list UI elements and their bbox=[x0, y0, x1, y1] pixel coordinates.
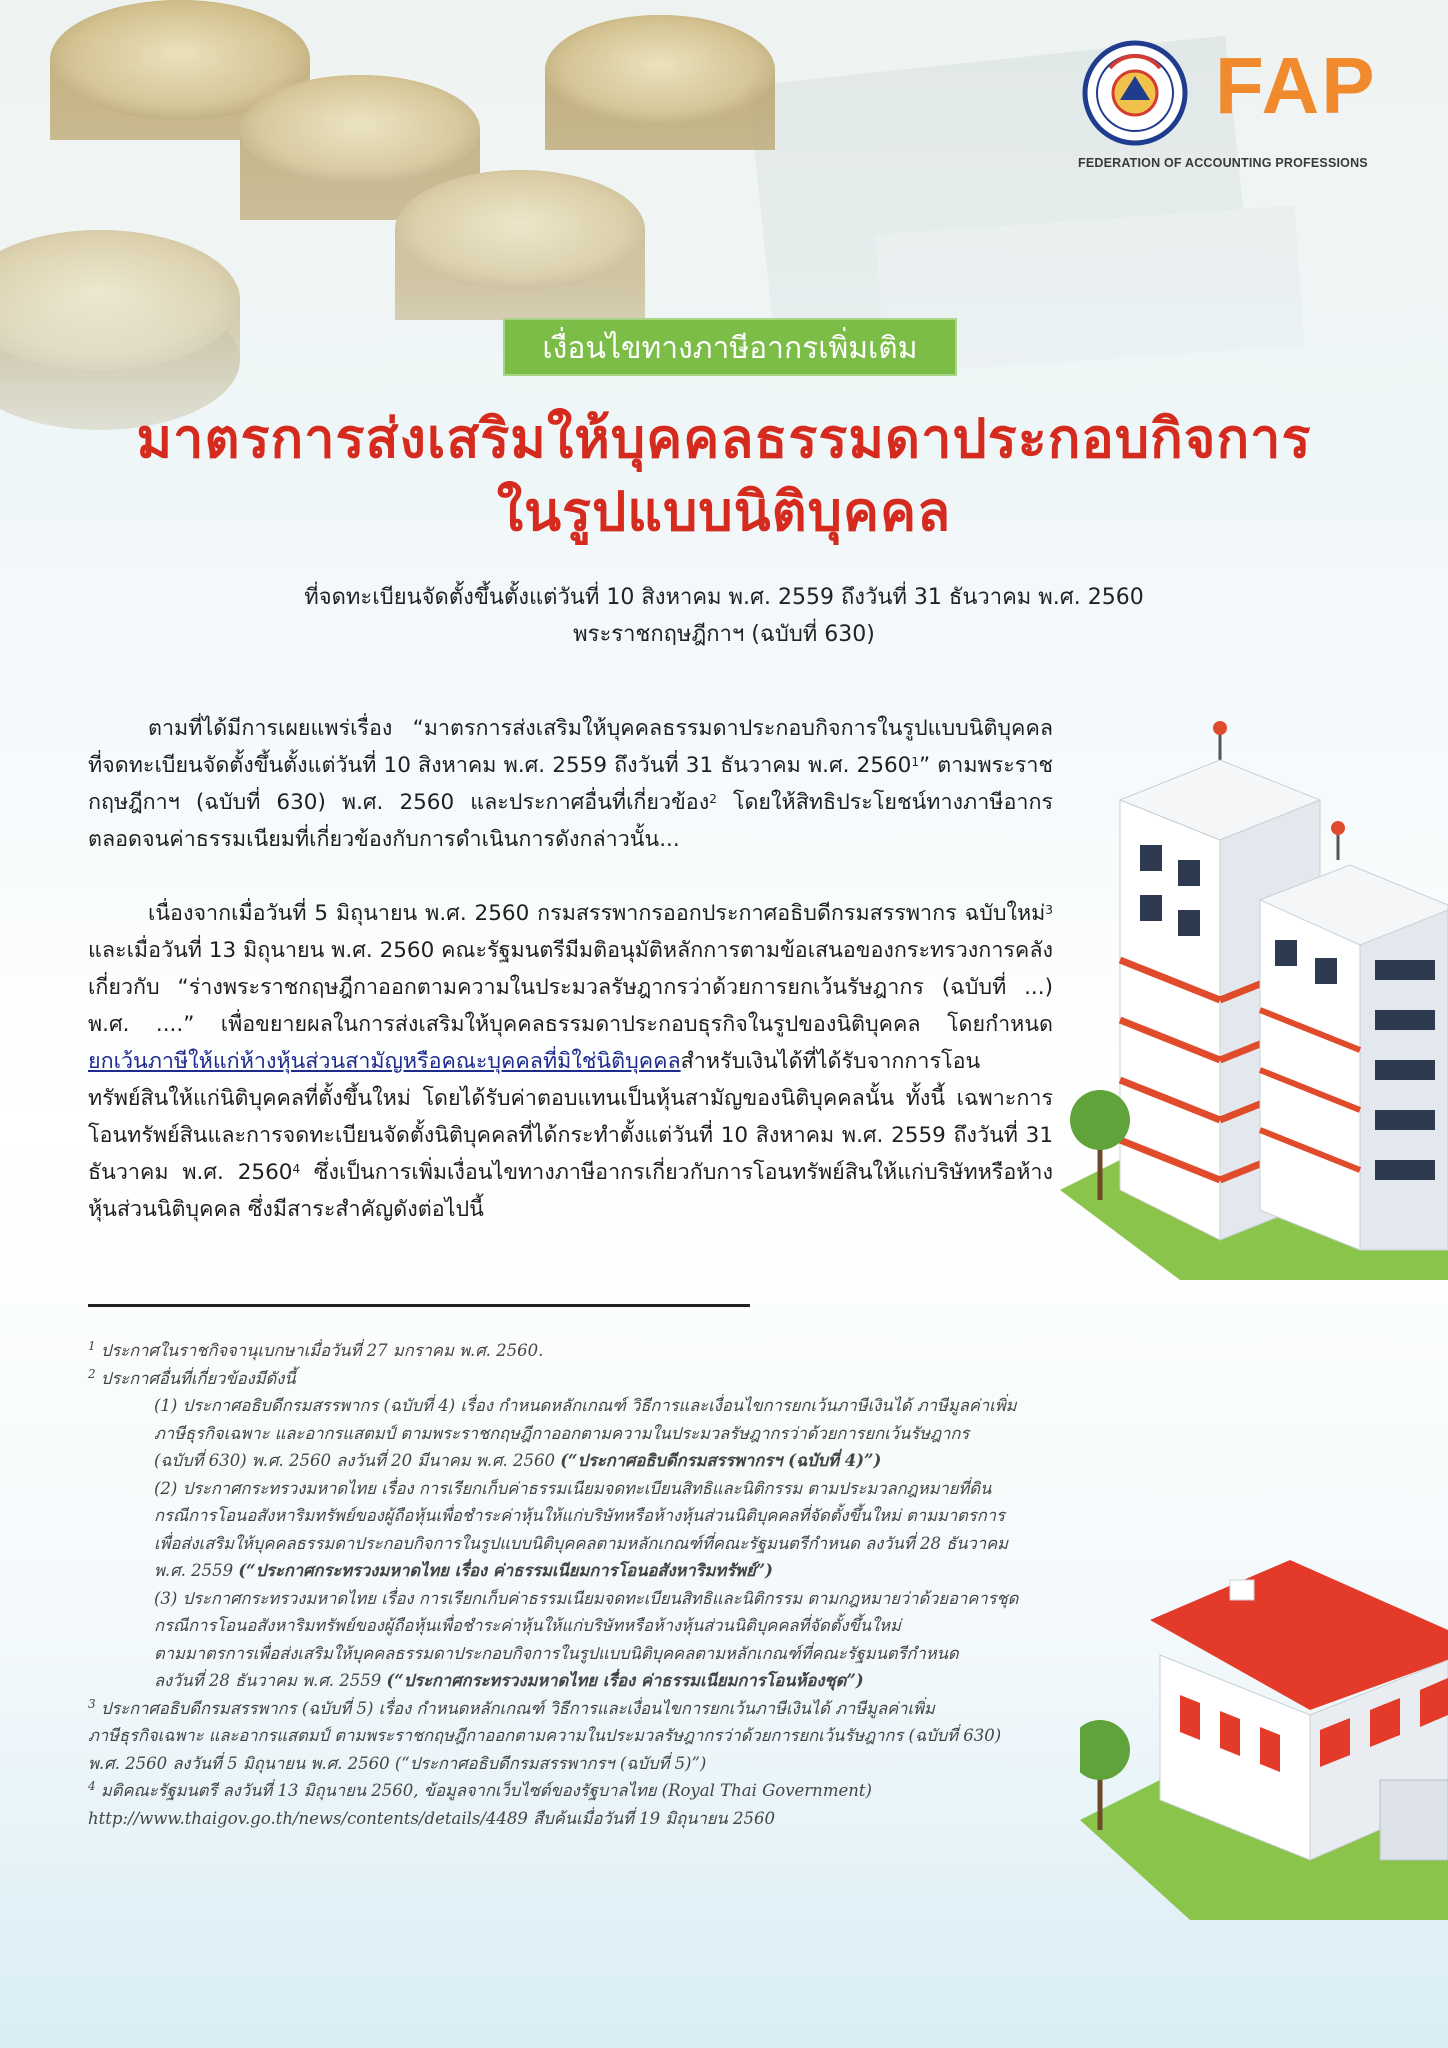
page-title-line2: ในรูปแบบนิติบุคคล bbox=[496, 480, 952, 543]
brand-name: FAP bbox=[1215, 41, 1377, 130]
fap-logo bbox=[1075, 38, 1405, 178]
footnote-3: $^3$ ประกาศอธิบดีกรมสรรพากร (ฉบับที่ 5) เรื่อง กำหนดหลักเกณฑ์ วิธีการและเงื่อนไขการยกเว้นภาษีเงินได้ ภาษีมูลค่าเพิ่ม bbox=[88, 1696, 935, 1718]
footnote-divider bbox=[88, 1304, 750, 1307]
federation-seal-icon bbox=[1075, 38, 1195, 148]
footnotes: $^1$ ประกาศในราชกิจจานุเบกษาเมื่อวันที่ 27 มกราคม พ.ศ. 2560. $^2$ ประกาศอื่นที่เกี่ยวข้องมีดังนี้ (1) ประกาศอธิบดีกรมสรรพากร (ฉบับที่ 4) เรื่อง กำหนดหลักเกณฑ์ วิธีการและเงื่อนไขการยกเว้นภาษีเงินได้ ภาษีมูลค่าเพิ่ม ภาษีธุรกิจเฉพาะ และอากรแสตมป์ ตามพระราชกฤษฎีกาออกตามความในประมวลรัษฎากรว่าด้วยการยกเว้นรัษฎากร (ฉบับที่ 630) พ.ศ. 2560 ลงวันที่ 20 มีนาคม พ.ศ. 2560 (“ประกาศอธิบดีกรมสรรพากรฯ (ฉบับที่ 4)”) (2) ประกาศกระทรวงมหาดไทย เรื่อง การเรียกเก็บค่าธรรมเนียมจดทะเบียนสิทธิและนิติกรรม ตามประมวลกฎหมายที่ดิน กรณีการโอนอสังหาริมทรัพย์ของผู้ถือหุ้นเพื่อชำระค่าหุ้นให้แก่บริษัทหรือห้างหุ้นส่วนนิติบุคคลที่จัดตั้งขึ้นใหม่ ตามมาตรการ เพื่อส่งเสริมให้บุคคลธรรมดาประกอบกิจการในรูปแบบนิติบุคคลตามหลักเกณฑ์ที่คณะรัฐมนตรีกำหนด ลงวันที่ 28 ธันวาคม พ.ศ. 2559 (“ประกาศกระทรวงมหาดไทย เรื่อง ค่าธรรมเนียมการโอนอสังหาริมทรัพย์”) (3) ประกาศกระทรวงมหาดไทย เรื่อง การเรียกเก็บค่าธรรมเนียมจดทะเบียนสิทธิและนิติกรรม ตามกฎหมายว่าด้วยอาคารชุด กรณีการโอนอสังหาริมทรัพย์ของผู้ถือหุ้นเพื่อชำระค่าหุ้นให้แก่บริษัทหรือห้างหุ้นส่วนนิติบุคคลที่จัดตั้งขึ้นใหม่ ตามมาตรการเพื่อส่งเสริมให้บุคคลธรรมดาประกอบกิจการในรูปแบบนิติบุคคลตามหลักเกณฑ์ที่คณะรัฐมนตรีกำหนด ลงวันที่ 28 ธันวาคม พ.ศ. 2559 (“ประกาศกระทรวงมหาดไทย เรื่อง ค่าธรรมเนียมการโอนห้องชุด”) $^3$ ประกาศอธิบดีกรมสรรพากร (ฉบับที่ 5) เรื่อง กำหนดหลักเกณฑ์ วิธีการและเงื่อนไขการยกเว้นภาษีเงินได้ ภาษีมูลค่าเพิ่ม ภาษีธุรกิจเฉพาะ และอากรแสตมป์ ตามพระราชกฤษฎีกาออกตามความในประมวลรัษฎากรว่าด้วยการยกเว้นรัษฎากร (ฉบับที่ 630) พ.ศ. 2560 ลงวันที่ 5 มิถุนายน พ.ศ. 2560 (“ประกาศอธิบดีกรมสรรพากรฯ (ฉบับที่ 5)”) $^4$ มติคณะรัฐมนตรี ลงวันที่ 13 มิถุนายน 2560, ข้อมูลจากเว็บไซต์ของรัฐบาลไทย (Royal Thai Government) http://www.thaigov.go.th/news/contents/details/4489 สืบค้นเมื่อวันที่ 19 มิถุนายน 2560 bbox=[88, 1337, 1088, 1832]
footnote-2-items: (1) ประกาศอธิบดีกรมสรรพากร (ฉบับที่ 4) เรื่อง กำหนดหลักเกณฑ์ วิธีการและเงื่อนไขการยกเว้นภาษีเงินได้ ภาษีมูลค่าเพิ่ม ภาษีธุรกิจเฉพาะ และอากรแสตมป์ ตามพระราชกฤษฎีกาออกตามความในประมวลรัษฎากรว่าด้วยการยกเว้นรัษฎากร (ฉบับที่ 630) พ.ศ. 2560 ลงวันที่ 20 มีนาคม พ.ศ. 2560 (“ประกาศอธิบดีกรมสรรพากรฯ (ฉบับที่ 4)”) (2) ประกาศกระทรวงมหาดไทย เรื่อง การเรียกเก็บค่าธรรมเนียมจดทะเบียนสิทธิและนิติกรรม ตามประมวลกฎหมายที่ดิน กรณีการโอนอสังหาริมทรัพย์ของผู้ถือหุ้นเพื่อชำระค่าหุ้นให้แก่บริษัทหรือห้างหุ้นส่วนนิติบุคคลที่จัดตั้งขึ้นใหม่ ตามมาตรการ เพื่อส่งเสริมให้บุคคลธรรมดาประกอบกิจการในรูปแบบนิติบุคคลตามหลักเกณฑ์ที่คณะรัฐมนตรีกำหนด ลงวันที่ 28 ธันวาคม พ.ศ. 2559 (“ประกาศกระทรวงมหาดไทย เรื่อง ค่าธรรมเนียมการโอนอสังหาริมทรัพย์”) (3) ประกาศกระทรวงมหาดไทย เรื่อง การเรียกเก็บค่าธรรมเนียมจดทะเบียนสิทธิและนิติกรรม ตามกฎหมายว่าด้วยอาคารชุด กรณีการโอนอสังหาริมทรัพย์ของผู้ถือหุ้นเพื่อชำระค่าหุ้นให้แก่บริษัทหรือห้างหุ้นส่วนนิติบุคคลที่จัดตั้งขึ้นใหม่ ตามมาตรการเพื่อส่งเสริมให้บุคคลธรรมดาประกอบกิจการในรูปแบบนิติบุคคลตามหลักเกณฑ์ที่คณะรัฐมนตรีกำหนด ลงวันที่ 28 ธันวาคม พ.ศ. 2559 (“ประกาศกระทรวงมหาดไทย เรื่อง ค่าธรรมเนียมการโอนห้องชุด”) bbox=[154, 1396, 1019, 1690]
footnote-1: $^1$ ประกาศในราชกิจจานุเบกษาเมื่อวันที่ 27 มกราคม พ.ศ. 2560. bbox=[88, 1339, 544, 1360]
brand-fullname: FEDERATION OF ACCOUNTING PROFESSIONS bbox=[1078, 156, 1368, 170]
section-tag: เงื่อนไขทางภาษีอากรเพิ่มเติม bbox=[503, 318, 957, 376]
highlighted-exemption-text: ยกเว้นภาษีให้แก่ห้างหุ้นส่วนสามัญหรือคณะบุคคลที่มิใช่นิติบุคคล bbox=[88, 1049, 681, 1074]
paragraph-2: เนื่องจากเมื่อวันที่ 5 มิถุนายน พ.ศ. 2560 กรมสรรพากรออกประกาศอธิบดีกรมสรรพากร ฉบับใหม่$^3$ และเมื่อวันที่ 13 มิถุนายน พ.ศ. 2560 คณะรัฐมนตรีมีมติอนุมัติหลักการตามข้อเสนอของกระทรวงการคลังเกี่ยวกับ “ร่างพระราชกฤษฎีกาออกตามความในประมวลรัษฎากรว่าด้วยการยกเว้นรัษฎากร (ฉบับที่ ...) พ.ศ. ....” เพื่อขยายผลในการส่งเสริมให้บุคคลธรรมดาประกอบธุรกิจในรูปของนิติบุคคล โดยกำหนดยกเว้นภาษีให้แก่ห้างหุ้นส่วนสามัญหรือคณะบุคคลที่มิใช่นิติบุคคลสำหรับเงินได้ที่ได้รับจากการโอนทรัพย์สินให้แก่นิติบุคคลที่ตั้งขึ้นใหม่ โดยได้รับค่าตอบแทนเป็นหุ้นสามัญของนิติบุคคลนั้น ทั้งนี้ เฉพาะการโอนทรัพย์สินและการจดทะเบียนจัดตั้งนิติบุคคลที่ได้กระทำตั้งแต่วันที่ 10 สิงหาคม พ.ศ. 2559 ถึงวันที่ 31 ธันวาคม พ.ศ. 2560$^4$ ซึ่งเป็นการเพิ่มเงื่อนไขทางภาษีอากรเกี่ยวกับการโอนทรัพย์สินให้แก่บริษัทหรือห้างหุ้นส่วนนิติบุคคล ซึ่งมีสาระสำคัญดังต่อไปนี้ bbox=[88, 901, 1053, 1222]
body-text bbox=[88, 710, 1053, 1228]
subtitle-line2: พระราชกฤษฎีกาฯ (ฉบับที่ 630) bbox=[573, 622, 875, 647]
footnote-2: $^2$ ประกาศอื่นที่เกี่ยวข้องมีดังนี้ bbox=[88, 1366, 296, 1388]
page-title-line1: มาตรการส่งเสริมให้บุคคลธรรมดาประกอบกิจการ bbox=[136, 407, 1312, 470]
paragraph-1: ตามที่ได้มีการเผยแพร่เรื่อง “มาตรการส่งเสริมให้บุคคลธรรมดาประกอบกิจการในรูปแบบนิติบุคคลที่จดทะเบียนจัดตั้งขึ้นตั้งแต่วันที่ 10 สิงหาคม พ.ศ. 2559 ถึงวันที่ 31 ธันวาคม พ.ศ. 2560$^1$” ตามพระราชกฤษฎีกาฯ (ฉบับที่ 630) พ.ศ. 2560 และประกาศอื่นที่เกี่ยวข้อง$^2$ โดยให้สิทธิประโยชน์ทางภาษีอากร ตลอดจนค่าธรรมเนียมที่เกี่ยวข้องกับการดำเนินการดังกล่าวนั้น... bbox=[88, 716, 1054, 852]
office-buildings-illustration bbox=[1060, 720, 1448, 1280]
subtitle-line1: ที่จดทะเบียนจัดตั้งขึ้นตั้งแต่วันที่ 10 สิงหาคม พ.ศ. 2559 ถึงวันที่ 31 ธันวาคม พ.ศ. 2560 bbox=[304, 585, 1144, 610]
footnote-4: $^4$ มติคณะรัฐมนตรี ลงวันที่ 13 มิถุนายน 2560, ข้อมูลจากเว็บไซต์ของรัฐบาลไทย (Royal Thai Government) bbox=[88, 1779, 872, 1800]
shop-illustration bbox=[1080, 1480, 1448, 1920]
